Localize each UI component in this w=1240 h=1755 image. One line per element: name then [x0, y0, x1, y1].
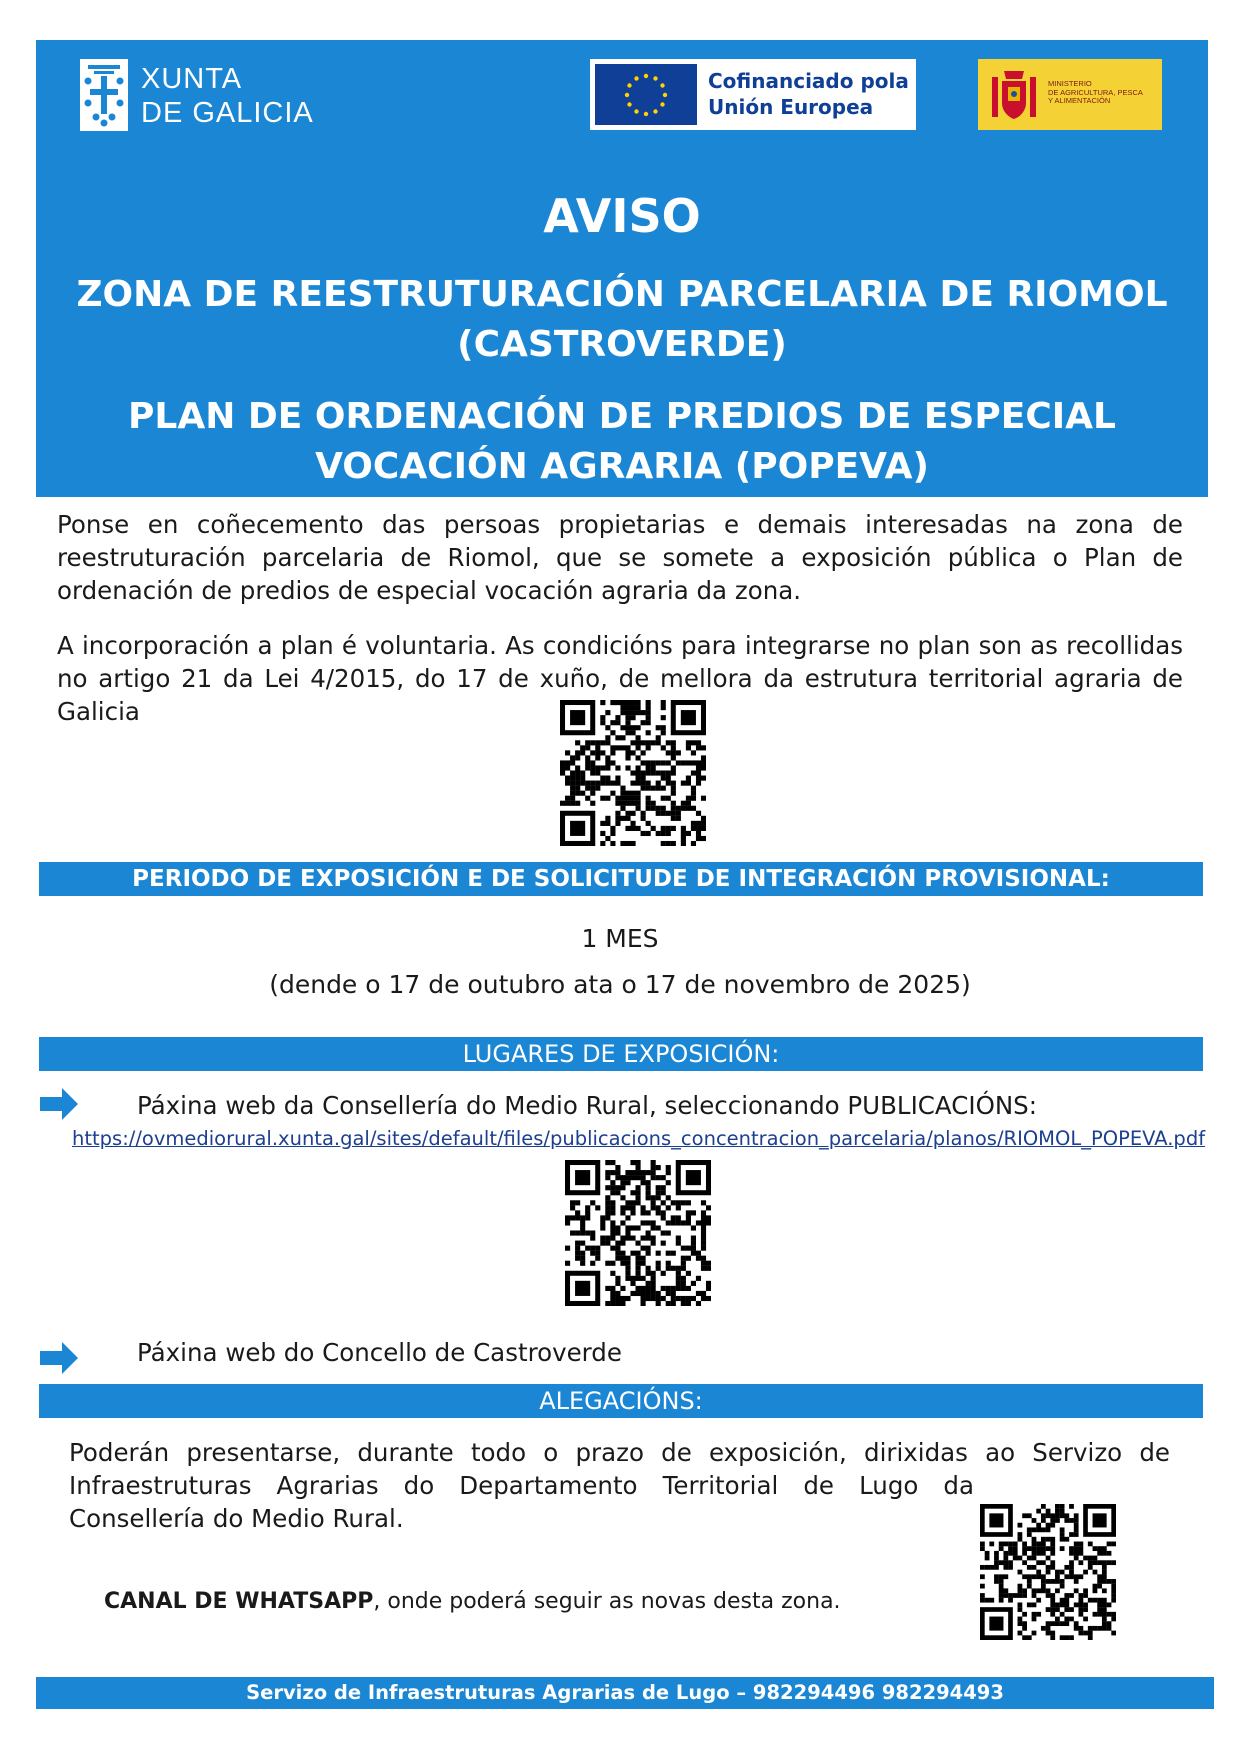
- intro-paragraph-1: Ponse en coñecemento das persoas propietarias e demais interesadas na zona de reestruturación parcelaria de Riomol, que se somete a exposición pública o Plan de ordenación de predios de especial vocación agraria da zona.: [57, 510, 1183, 605]
- qr-code-icon[interactable]: [565, 1160, 711, 1306]
- zone-title-line2: (CASTROVERDE): [457, 324, 787, 365]
- plan-title-line1: PLAN DE ORDENACIÓN DE PREDIOS DE ESPECIAL: [128, 396, 1116, 437]
- whatsapp-channel-text: [104, 1586, 841, 1618]
- ministry-logo-text: [1048, 80, 1143, 106]
- eu-logo-line2: Unión Europea: [708, 95, 874, 119]
- places-heading: LUGARES DE EXPOSICIÓN:: [39, 1037, 1203, 1071]
- exposure-duration: 1 MES: [581, 924, 659, 953]
- intro-paragraph-2: A incorporación a plan é voluntaria. As condicións para integrarse no plan son as recollidas no artigo 21 da Lei 4/2015, do 17 de xuño, de mellora da estrutura territorial agraria de Galicia: [57, 631, 1183, 726]
- xunta-emblem-icon: [80, 59, 128, 131]
- place-item-concello: Páxina web do Concello de Castroverde: [137, 1338, 622, 1367]
- whatsapp-channel-description: , onde poderá seguir as novas desta zona.: [373, 1589, 841, 1614]
- ministry-logo-line1: MINISTERIO: [1048, 79, 1092, 88]
- ministry-logo: [978, 59, 1162, 130]
- footer-contact: Servizo de Infraestruturas Agrarias de Lugo – 982294496 982294493: [36, 1677, 1214, 1709]
- header-banner: [36, 40, 1208, 497]
- allegations-line-1: Poderán presentarse, durante todo o prazo de exposición, dirixidas ao Servizo de: [69, 1438, 1170, 1467]
- zone-title-line1: ZONA DE REESTRUTURACIÓN PARCELARIA DE RIOMOL: [76, 274, 1168, 315]
- arrow-right-icon: [40, 1340, 78, 1376]
- zone-title: [36, 270, 1208, 370]
- notice-title: AVISO: [543, 189, 701, 243]
- exposure-dates: (dende o 17 de outubro ata o 17 de novembro de 2025): [269, 970, 971, 999]
- arrow-right-icon: [40, 1086, 78, 1122]
- place-item-consellería: Páxina web da Consellería do Medio Rural, seleccionando PUBLICACIÓNS:: [137, 1091, 1037, 1120]
- ministry-logo-line3: Y ALIMENTACIÓN: [1048, 96, 1111, 105]
- allegations-heading: ALEGACIÓNS:: [39, 1384, 1203, 1418]
- xunta-logo-line1: XUNTA: [141, 63, 243, 95]
- eu-logo-line1: Cofinanciado pola: [708, 69, 909, 93]
- allegations-line-3: Consellería do Medio Rural.: [69, 1504, 404, 1533]
- ministry-logo-line2: DE AGRICULTURA, PESCA: [1048, 87, 1143, 97]
- consellería-pdf-link[interactable]: https://ovmediorural.xunta.gal/sites/default/files/publicacions_concentracion_parcelaria/planos/RIOMOL_POPEVA.pdf: [72, 1127, 1206, 1150]
- spain-coat-of-arms-icon: [990, 67, 1038, 123]
- eu-flag-icon: [595, 64, 697, 125]
- whatsapp-channel-label: CANAL DE WHATSAPP: [104, 1589, 374, 1614]
- eu-logo-text: [708, 68, 909, 120]
- plan-title: [36, 392, 1208, 492]
- xunta-logo-line2: DE GALICIA: [141, 97, 314, 129]
- plan-title-line2: VOCACIÓN AGRARIA (POPEVA): [315, 446, 929, 487]
- xunta-logo-text: [141, 62, 314, 130]
- eu-cofinancing-logo: [590, 59, 916, 130]
- qr-code-icon[interactable]: [560, 700, 706, 846]
- qr-code-icon[interactable]: [980, 1504, 1116, 1640]
- allegations-line-2: Infraestruturas Agrarias do Departamento Territorial de Lugo da: [69, 1471, 974, 1500]
- exposure-period-heading: PERIODO DE EXPOSICIÓN E DE SOLICITUDE DE INTEGRACIÓN PROVISIONAL:: [39, 862, 1203, 896]
